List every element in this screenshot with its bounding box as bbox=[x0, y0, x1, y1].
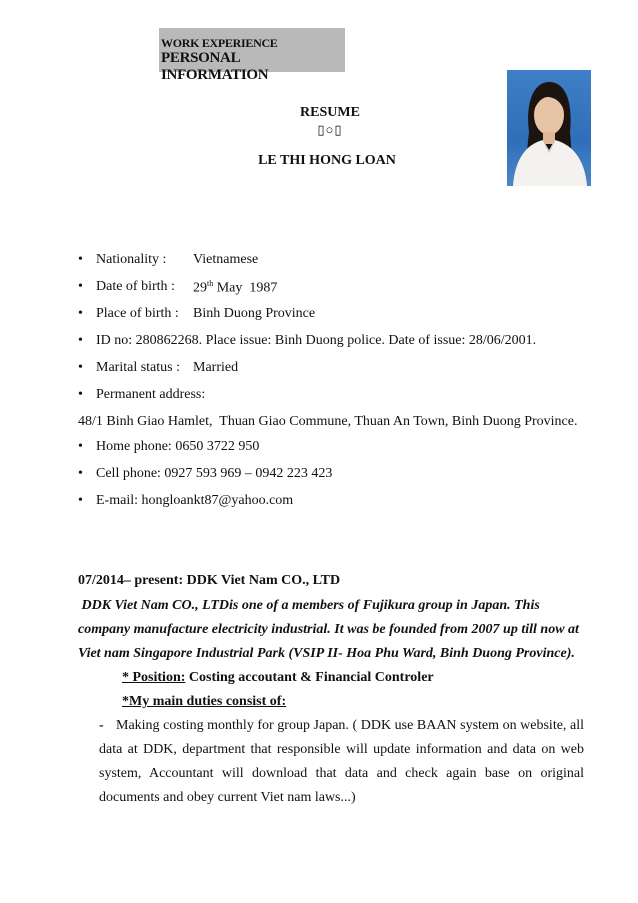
header-work-experience: WORK EXPERIENCE bbox=[161, 36, 278, 50]
pob-value: Binh Duong Province bbox=[193, 306, 316, 321]
marital-value: Married bbox=[193, 360, 239, 375]
candidate-name: LE THI HONG LOAN bbox=[258, 153, 396, 168]
nationality-label: Nationality : bbox=[96, 252, 167, 267]
position-value: Costing accoutant & Financial Controler bbox=[185, 670, 434, 685]
bullet-icon: • bbox=[78, 466, 83, 481]
nationality-value: Vietnamese bbox=[193, 252, 259, 267]
duties-heading: *My main duties consist of: bbox=[122, 694, 287, 709]
duty-line: Making costing monthly for group Japan. ( DDK use BAAN system on website, all bbox=[116, 718, 584, 733]
company-description-line: Viet nam Singapore Industrial Park (VSIP II- Hoa Phu Ward, Binh Duong Province). bbox=[78, 646, 575, 661]
bullet-icon: • bbox=[78, 387, 83, 402]
cell-phone-text: Cell phone: 0927 593 969 – 0942 223 423 bbox=[96, 466, 333, 481]
duty-line: data at DDK, department that responsible will update information and data on web bbox=[99, 742, 584, 757]
bullet-icon: • bbox=[78, 279, 83, 294]
pob-label: Place of birth : bbox=[96, 306, 179, 321]
ornament-glyphs: ▯○▯ bbox=[317, 122, 343, 137]
bullet-icon: • bbox=[78, 439, 83, 454]
email-text: E-mail: hongloankt87@yahoo.com bbox=[96, 493, 294, 508]
bullet-icon: • bbox=[78, 360, 83, 375]
position-line bbox=[122, 670, 434, 686]
bullet-icon: • bbox=[78, 306, 83, 321]
id-text: ID no: 280862268. Place issue: Binh Duong police. Date of issue: 28/06/2001. bbox=[96, 333, 537, 348]
experience-heading: 07/2014– present: DDK Viet Nam CO., LTD bbox=[78, 573, 341, 588]
address-value: 48/1 Binh Giao Hamlet, Thuan Giao Commune, Thuan An Town, Binh Duong Province. bbox=[78, 414, 578, 429]
dob-day: 29 bbox=[193, 280, 207, 296]
header-personal-information: PERSONAL INFORMATION bbox=[161, 50, 269, 83]
duty-line: documents and obey current Viet nam laws...) bbox=[99, 790, 356, 805]
resume-title: RESUME bbox=[300, 105, 360, 120]
marital-label: Marital status : bbox=[96, 360, 180, 375]
dob-month-year: May 1987 bbox=[213, 280, 278, 296]
bullet-icon: • bbox=[78, 252, 83, 267]
bullet-icon: • bbox=[78, 493, 83, 508]
company-description-line: company manufacture electricity industrial. It was be founded from 2007 up till now at bbox=[78, 622, 579, 637]
home-phone-text: Home phone: 0650 3722 950 bbox=[96, 439, 260, 454]
dob-label: Date of birth : bbox=[96, 279, 175, 294]
company-description-line: DDK Viet Nam CO., LTDis one of a members of Fujikura group in Japan. This bbox=[78, 598, 540, 613]
bullet-icon: • bbox=[78, 333, 83, 348]
dob-value bbox=[193, 279, 277, 297]
position-label: * Position: bbox=[122, 670, 186, 685]
duty-dash: - bbox=[99, 718, 104, 733]
dob-suffix: th bbox=[207, 279, 214, 288]
address-label: Permanent address: bbox=[96, 387, 206, 402]
duty-line: system, Accountant will download that data and check again base on original bbox=[99, 766, 584, 781]
section-header-box bbox=[159, 28, 345, 83]
